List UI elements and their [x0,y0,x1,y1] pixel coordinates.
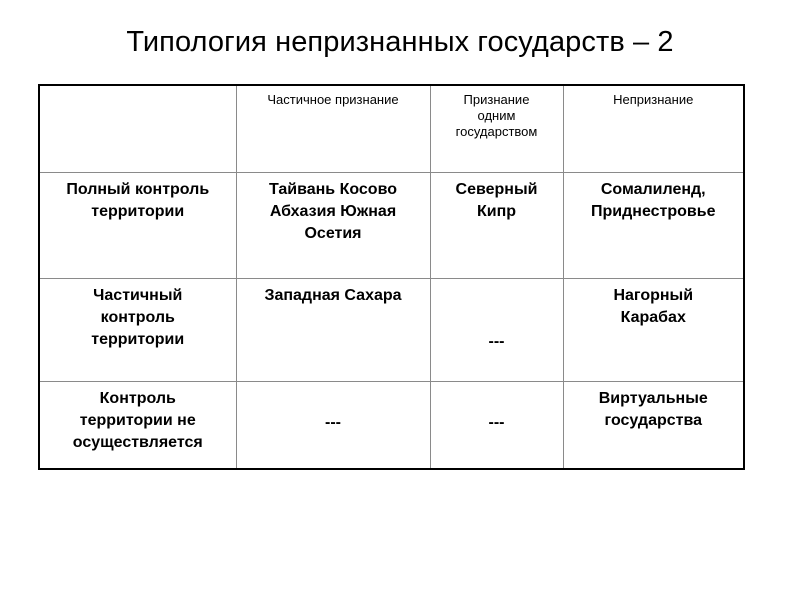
cell-full-none [563,172,743,278]
cell-full-single [430,172,563,278]
header-cell-non-recognition: Непризнание [563,86,743,172]
header-single-state-text: Признание одним государством [455,92,538,139]
cell-text: Сомалиленд, Приднестровье [591,180,716,220]
row-label-full-control [40,172,236,278]
table-row [40,172,743,278]
cell-none-partial: --- [236,381,430,468]
cell-text: Нагорный Карабах [613,286,694,326]
cell-text: Северный Кипр [455,180,538,220]
table-row [40,381,743,468]
cell-text: Западная Сахара [264,286,402,304]
table-header-row [40,86,743,172]
typology-table-frame [38,84,745,470]
row-label-partial-control [40,278,236,381]
row-label-text: Полный контроль территории [66,180,210,220]
cell-full-partial [236,172,430,278]
row-label-no-control [40,381,236,468]
table-row [40,278,743,381]
header-cell-partial-recognition: Частичное признание [236,86,430,172]
row-label-text: Контроль территории не осуществляется [72,389,203,451]
cell-none-none [563,381,743,468]
header-cell-single-state-recognition [430,86,563,172]
cell-text: Тайвань Косово Абхазия Южная Осетия [269,180,397,242]
header-cell-empty [40,86,236,172]
slide-title: Типология непризнанных государств – 2 [126,26,674,58]
cell-partial-partial [236,278,430,381]
cell-partial-none [563,278,743,381]
cell-partial-single: --- [430,278,563,381]
cell-none-single: --- [430,381,563,468]
typology-table [40,86,743,468]
cell-text: Виртуальные государства [598,389,708,429]
row-label-text: Частичный контроль территории [91,286,185,348]
